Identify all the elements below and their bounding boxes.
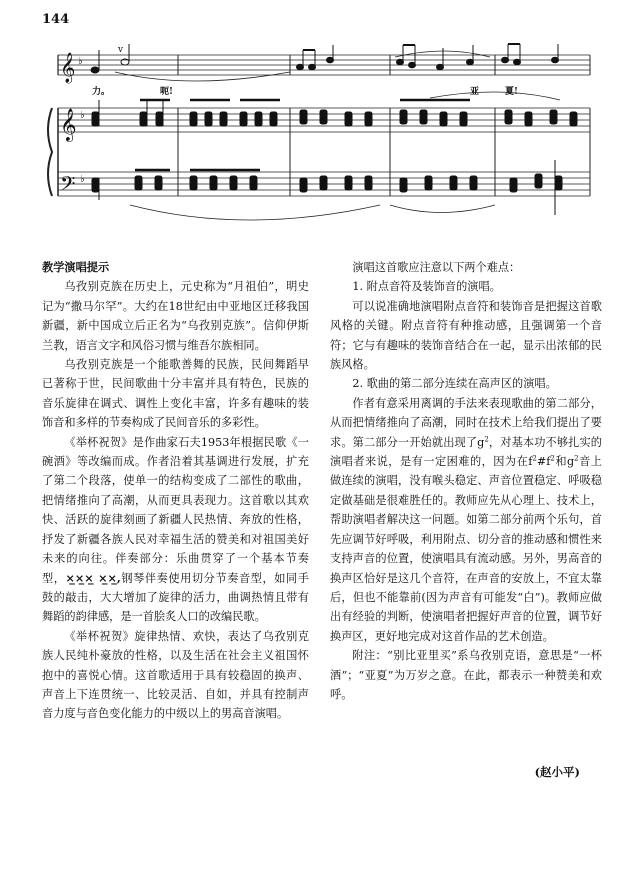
music-score [0, 0, 640, 255]
svg-text:♭: ♭ [80, 110, 85, 121]
paragraph-composition-text: 《举杯祝贺》是作曲家石夫1953年根据民歌《一碗酒》等改编而成。作者沿着其基调进行发展，扩充了第二个段落，使单一的结构变成了二部性的歌曲，把情绪推向了高潮，从而更具表现力。这首歌以其欢快、活跃的旋律刻画了新疆人民热情、奔放的性格，抒发了新疆各族人民对幸福生活的赞美和对祖国美好未来的向往。伴奏部分：乐曲贯穿了一个基本节奏型， [42, 435, 309, 585]
paragraph-music-culture: 乌孜别克族是一个能歌善舞的民族，民间舞蹈早已著称于世，民间歌曲十分丰富并具有特色，民族的音乐旋律在调式、调性上变化丰富，许多有趣味的装饰音和多样的节奏构成了民间音乐的多彩性。 [42, 358, 309, 430]
sup-g2b: 2 [574, 454, 579, 463]
sup-sharp-f2: 2 [550, 454, 555, 463]
page-number: 144 [42, 12, 70, 27]
difficulty-point-1: 1. 附点音符及装饰音的演唱。 [352, 280, 501, 294]
vocal-staff [58, 55, 590, 75]
paragraph-history: 乌孜别克族在历史上，元史称为“月祖伯”，明史记为“撒马尔罕”。大约在18世纪由中亚地区迁移我国新疆，新中国成立后正名为“乌孜别克族”。信仰伊斯兰教，语言文字和风俗习惯与维吾尔族相同。 [42, 280, 309, 352]
difficulty-point-2: 2. 歌曲的第二部分连续在高声区的演唱。 [352, 377, 557, 391]
sup-g2: 2 [484, 434, 489, 443]
bass-chords [92, 160, 562, 215]
section-heading: 教学演唱提示 [42, 260, 110, 274]
p2-part-c: 和 [554, 455, 567, 469]
lyric-2: 呃! [160, 87, 173, 97]
lyric-1: 力。 [92, 87, 111, 97]
author-credit: (赵小平) [534, 765, 580, 779]
svg-text:♭: ♭ [78, 56, 83, 67]
svg-text:𝄢: 𝄢 [60, 172, 76, 200]
paragraph-accompaniment: 钢琴伴奏使用切分节奏音型，如同手鼓的敲击，大大增加了旋律的活力，曲调热情且带有舞蹈的韵律感，是一首脍炙人口的改编民歌。 [42, 571, 309, 624]
paragraph-character: 《举杯祝贺》旋律热情、欢快，表达了乌孜别克族人民纯朴豪放的性格，以及生活在社会主义祖国怀抱中的喜悦心情。这首歌适用于具有较稳固的换声、声音上下连贯统一、比较灵活、自如，并具有控制声音力度与音色变化能力的中级以上的男高音演唱。 [42, 629, 309, 721]
footnote: 附注：“别比亚里买”系乌孜别克语，意思是“一杯酒”；“亚夏”为万岁之意。在此，都表示一种赞美和欢呼。 [330, 649, 602, 701]
right-column [330, 258, 602, 704]
p2-part-d: #f [536, 455, 551, 469]
difficulty-intro: 演唱这首歌应注意以下两个难点： [352, 261, 521, 274]
difficulty-point-1-text: 可以说准确地演唱附点音符和装饰音是把握这首歌风格的关键。附点音符有种推动感，且强调第一个音符；它与有趣味的装饰音结合在一起，显示出浓郁的民族风格。 [330, 299, 602, 372]
p2-part-a: 作者有意采用离调的手法来表现歌曲的第二部分，从而把情绪推向了高潮，同时在技术上给我们提出了要求。第二部分一开始就出现了g [330, 396, 602, 449]
treble-chords [92, 100, 577, 126]
svg-text:♭: ♭ [80, 174, 85, 185]
lyric-3: 亚 [470, 87, 480, 97]
left-column [42, 258, 309, 724]
svg-text:𝄞: 𝄞 [60, 108, 77, 141]
rhythm-pattern: ×̲×̲×̲ ×̲×̲, [65, 570, 121, 585]
p2-part-g: g [567, 455, 575, 469]
sup-f2: 2 [532, 454, 537, 463]
difficulty-point-2-text [330, 394, 602, 646]
p2-part-e: 音上做连续的演唱，没有喉头稳定、声音位置稳定、呼吸稳定做基础是很难胜任的。教师应先从心理上、技术上，帮助演唱者解决这一问题。如第二部分前两个乐句，首先应调节好呼吸，利用附点、切分音的推动感和惯性来支持声音的位置，使演唱具有流动感。另外，男高音的换声区恰好是这几个音符，在声音的安放上，不宜太靠后，但也不能靠前(因为声音有可能发“白”)。教师应做出有经验的判断，使演唱者把握好声音的位置，调节好换声区，更好地完成对这首作品的艺术创造。 [330, 455, 602, 643]
paragraph-composition [42, 433, 309, 627]
svg-text:𝄞: 𝄞 [60, 53, 76, 83]
p2-part-b: ，对基本功不够扎实的演唱者来说，是有一定困难的，因为在f [330, 435, 602, 469]
lyric-4: 夏! [505, 87, 518, 97]
svg-text:v: v [118, 45, 124, 55]
